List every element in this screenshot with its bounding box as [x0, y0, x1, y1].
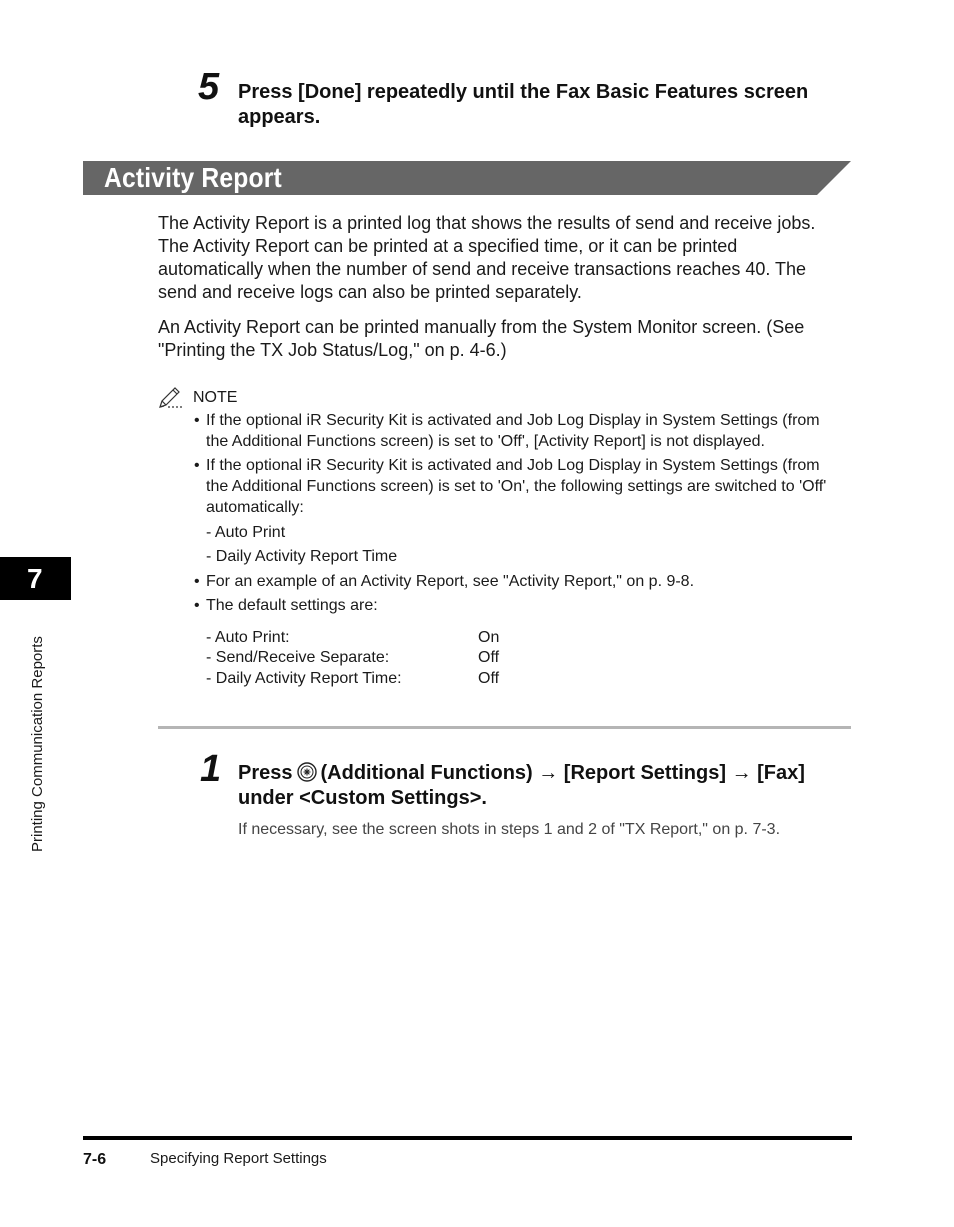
note-bullet: [194, 455, 854, 518]
chapter-tab: [0, 557, 71, 600]
section-divider: [158, 726, 851, 729]
text-line: the Additional Functions screen) is set to 'On', the following settings are switched to 'Off': [206, 478, 827, 495]
setting-name: - Daily Activity Report Time:: [206, 670, 402, 687]
step-line: (Additional Functions) → [Report Settings] → [Fax]: [320, 762, 805, 784]
section-title: Activity Report: [104, 162, 282, 193]
press-word: Press: [238, 762, 293, 784]
chapter-label: Printing Communication Reports: [29, 636, 46, 852]
bullet-dot: •: [194, 597, 200, 614]
step-number: 5: [198, 66, 220, 108]
note-bullet: [194, 410, 854, 452]
setting-row: [206, 669, 526, 690]
setting-value: On: [478, 629, 500, 646]
text-line: the Additional Functions screen) is set to 'Off', [Activity Report] is not displayed.: [206, 433, 765, 450]
footer-title: Specifying Report Settings: [150, 1150, 327, 1167]
additional-functions-icon: [297, 762, 317, 782]
chapter-number: 7: [27, 563, 43, 594]
text-line: automatically:: [206, 499, 304, 516]
text-line: The Activity Report can be printed at a specified time, or it can be printed: [158, 236, 738, 256]
body-paragraph: [158, 316, 858, 362]
text-line: For an example of an Activity Report, see "Activity Report," on p. 9-8.: [206, 573, 695, 590]
setting-row: [206, 628, 526, 649]
step-instruction: [238, 761, 848, 811]
page-number: 7-6: [83, 1151, 107, 1168]
sub-item: - Daily Activity Report Time: [206, 548, 398, 565]
setting-value: Off: [478, 670, 500, 687]
bullet-dot: •: [194, 457, 200, 474]
setting-name: - Auto Print:: [206, 629, 290, 646]
step-line: Press [Done] repeatedly until the Fax Basic Features screen: [238, 81, 809, 103]
step-line: under <Custom Settings>.: [238, 787, 487, 809]
pencil-icon: [158, 386, 186, 410]
text-line: automatically when the number of send and receive transactions reaches 40. The: [158, 259, 807, 279]
step-hint: If necessary, see the screen shots in steps 1 and 2 of "TX Report," on p. 7-3.: [238, 821, 781, 838]
setting-name: - Send/Receive Separate:: [206, 649, 390, 666]
note-bullet: [194, 595, 854, 616]
step-line: appears.: [238, 106, 321, 128]
note-bullet: [194, 571, 854, 592]
text-line: send and receive logs can also be printed separately.: [158, 282, 582, 302]
text-line: An Activity Report can be printed manually from the System Monitor screen. (See: [158, 317, 805, 337]
text-line: The default settings are:: [206, 597, 378, 614]
body-paragraph: [158, 212, 858, 304]
text-line: If the optional iR Security Kit is activated and Job Log Display in System Settings (from: [206, 457, 820, 474]
text-line: The Activity Report is a printed log that shows the results of send and receive jobs.: [158, 213, 816, 233]
note-label: NOTE: [193, 389, 238, 406]
bullet-dot: •: [194, 573, 200, 590]
setting-value: Off: [478, 649, 500, 666]
step-number: 1: [200, 748, 222, 790]
setting-row: [206, 648, 526, 669]
text-line: If the optional iR Security Kit is activated and Job Log Display in System Settings (from: [206, 412, 820, 429]
sub-item: - Auto Print: [206, 524, 286, 541]
step-instruction: [238, 80, 808, 130]
bullet-dot: •: [194, 412, 200, 429]
text-line: "Printing the TX Job Status/Log," on p. 4-6.): [158, 340, 507, 360]
footer-rule: [83, 1136, 852, 1140]
